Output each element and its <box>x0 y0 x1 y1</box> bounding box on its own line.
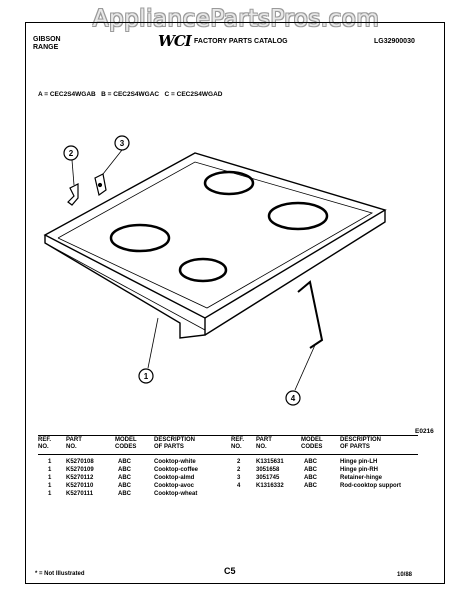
model-legend: A = CEC2S4WGAB B = CEC2S4WGAC C = CEC2S4WGAD <box>38 91 223 98</box>
table-row: 1 <box>48 475 52 481</box>
table-row: 3 <box>237 475 241 481</box>
model-codes: ABC <box>118 483 131 489</box>
part-description: Retainer-hinge <box>340 475 383 481</box>
part-description: Cooktop-coffee <box>154 467 198 473</box>
table-row: 4 <box>237 483 241 489</box>
model-codes: ABC <box>304 467 317 473</box>
part-number: 3051658 <box>256 467 280 473</box>
part-number: K5270109 <box>66 467 94 473</box>
watermark-text: AppliancePartsPros.com <box>92 6 380 32</box>
page-number: C5 <box>224 566 236 576</box>
table-row: 1 <box>48 483 52 489</box>
part-number: 3051745 <box>256 475 280 481</box>
callout-label-1: 1 <box>143 372 149 381</box>
part-number: K5270112 <box>66 475 94 481</box>
part-number: K5270108 <box>66 459 94 465</box>
table-row: 2 <box>237 459 241 465</box>
model-codes: ABC <box>304 459 317 465</box>
part-description: Cooktop-wheat <box>154 491 198 497</box>
part-description: Cooktop-avoc <box>154 483 195 489</box>
table-row: 1 <box>48 459 52 465</box>
brand-line-2: RANGE <box>33 44 59 51</box>
model-codes: ABC <box>118 459 131 465</box>
part-description: Rod-cooktop support <box>340 483 401 489</box>
table-row: 2 <box>237 467 241 473</box>
callout-label-3: 3 <box>119 139 125 148</box>
part-description: Hinge pin-LH <box>340 459 378 465</box>
hinge-pin-part <box>68 184 78 205</box>
footnote: * = Not Illustrated <box>35 571 85 577</box>
brand-line-1: GIBSON <box>33 36 61 43</box>
model-codes: ABC <box>118 467 131 473</box>
model-codes: ABC <box>304 483 317 489</box>
table-header-rule <box>38 454 418 455</box>
part-number: K5270110 <box>66 483 94 489</box>
part-description: Cooktop-white <box>154 459 196 465</box>
diagram-code: E0216 <box>415 428 434 435</box>
part-number: K1315631 <box>256 459 284 465</box>
part-description: Cooktop-almd <box>154 475 195 481</box>
part-number: K1316332 <box>256 483 284 489</box>
model-codes: ABC <box>118 491 131 497</box>
table-top-rule <box>38 435 418 436</box>
document-code: LG32900030 <box>374 38 415 45</box>
model-codes: ABC <box>118 475 131 481</box>
callout-label-4: 4 <box>290 394 296 403</box>
catalog-title: FACTORY PARTS CATALOG <box>194 38 288 45</box>
callout-label-2: 2 <box>68 149 74 158</box>
model-codes: ABC <box>304 475 317 481</box>
part-number: K5270111 <box>66 491 94 497</box>
table-row: 1 <box>48 467 52 473</box>
date-code: 10/88 <box>397 572 413 578</box>
wci-logo: WCI <box>158 32 191 50</box>
table-row: 1 <box>48 491 52 497</box>
part-description: Hinge pin-RH <box>340 467 378 473</box>
support-rod-part <box>298 282 322 348</box>
